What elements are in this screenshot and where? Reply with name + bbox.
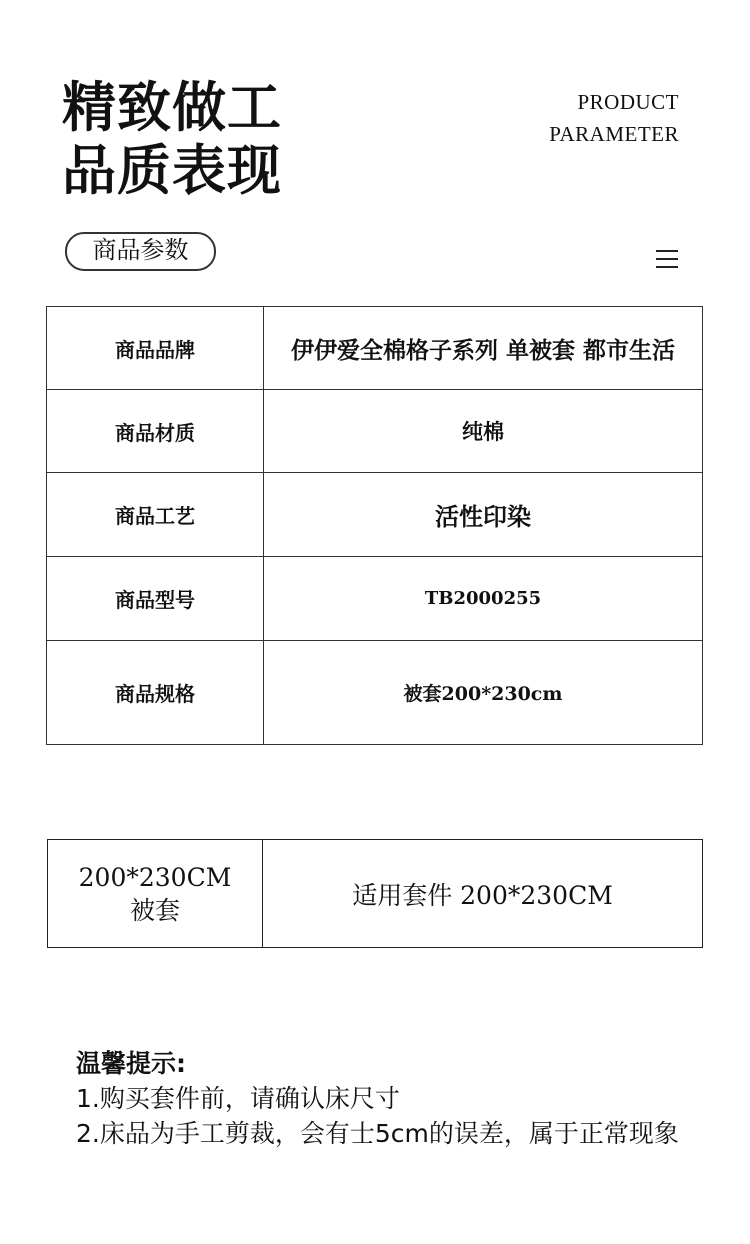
param-key-brand: 商品品牌 [47,307,264,390]
applicable-kit-table [47,839,703,948]
kit-size-cell [48,840,263,948]
table-row [47,557,703,641]
product-parameter-table [46,306,703,745]
table-row [47,390,703,473]
headline-line-2: 品质表现 [62,138,282,202]
warm-tips [76,1046,679,1151]
table-row [48,840,703,948]
table-row [47,641,703,745]
hamburger-menu-icon[interactable] [656,250,678,269]
param-key-craft: 商品工艺 [47,473,264,557]
page-headline [62,76,282,202]
table-row [47,307,703,390]
kit-applicable-cell: 适用套件 200*230CM [263,840,703,948]
param-value-material: 纯棉 [264,390,703,473]
warm-tips-line-2: 2.床品为手工剪裁，会有士5cm的误差，属于正常现象 [76,1119,679,1148]
param-value-brand: 伊伊爱全棉格子系列 单被套 都市生活 [264,307,703,390]
param-key-model: 商品型号 [47,557,264,641]
table-row [47,473,703,557]
param-value-model: TB2000255 [264,557,703,641]
warm-tips-title: 温馨提示: [76,1049,186,1078]
kit-size-type: 被套 [129,895,180,925]
headline-line-1: 精致做工 [62,75,282,139]
english-title-line-2: PARAMETER [549,122,679,146]
english-title-line-1: PRODUCT [577,90,679,114]
kit-size-value: 200*230CM [78,862,232,892]
param-key-spec: 商品规格 [47,641,264,745]
param-value-craft: 活性印染 [264,473,703,557]
section-label-pill: 商品参数 [65,232,216,271]
param-value-spec: 被套200*230cm [264,641,703,745]
param-key-material: 商品材质 [47,390,264,473]
english-title [549,86,679,150]
warm-tips-line-1: 1.购买套件前，请确认床尺寸 [76,1084,400,1113]
